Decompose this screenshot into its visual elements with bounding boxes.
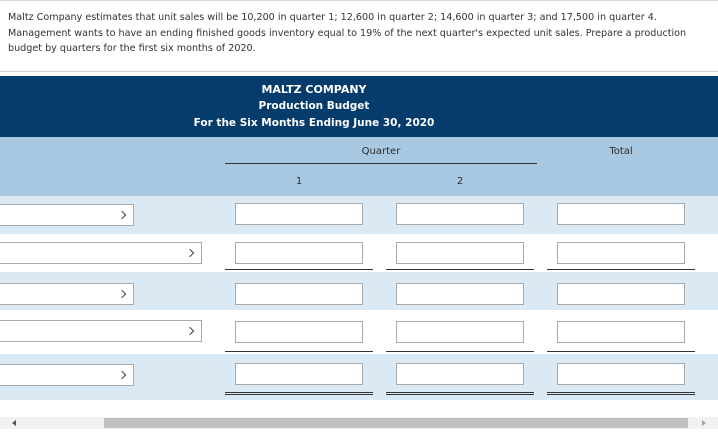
chevron-down-icon xyxy=(118,371,126,379)
scrollbar-thumb[interactable] xyxy=(104,418,688,428)
row-1-q1-input[interactable] xyxy=(235,203,363,225)
row-4-total-input[interactable] xyxy=(557,321,685,343)
row-5-q2-input[interactable] xyxy=(396,363,524,385)
total-double-rule xyxy=(386,392,534,395)
quarter-group-label: Quarter xyxy=(361,146,401,157)
row-5-total-input[interactable] xyxy=(557,363,685,385)
column-quarter-1: 1 xyxy=(295,176,303,187)
chevron-down-icon xyxy=(118,290,126,298)
row-4-q1-input[interactable] xyxy=(235,321,363,343)
company-name: MALTZ COMPANY xyxy=(261,83,367,96)
budget-title: Production Budget xyxy=(258,100,370,112)
row-3-label-select[interactable] xyxy=(0,283,134,305)
subtotal-rule xyxy=(547,351,695,352)
row-1-label-select[interactable] xyxy=(0,204,134,226)
problem-divider xyxy=(0,71,718,72)
subtotal-rule xyxy=(386,351,534,352)
chevron-down-icon xyxy=(186,249,194,257)
total-double-rule xyxy=(547,392,695,395)
row-3-q2-input[interactable] xyxy=(396,283,524,305)
chevron-down-icon xyxy=(118,211,126,219)
subtotal-rule xyxy=(225,351,373,352)
row-2-label-select[interactable] xyxy=(0,242,202,264)
problem-statement: Maltz Company estimates that unit sales will be 10,200 in quarter 1; 12,600 in quarter 2; 14,600 in quarter 3; and 17,500 in quarter 4. Management wants to have an ending finished goods inventory equal to 19% of the next quarter's expected unit sales. Prepare a production budget by quarters for the first six months of 2020. xyxy=(8,12,687,54)
row-5-q1-input[interactable] xyxy=(235,363,363,385)
budget-period: For the Six Months Ending June 30, 2020 xyxy=(193,117,435,129)
subtotal-rule xyxy=(547,269,695,270)
row-1-total-input[interactable] xyxy=(557,203,685,225)
row-3-q1-input[interactable] xyxy=(235,283,363,305)
top-divider xyxy=(0,0,718,1)
row-2-total-input[interactable] xyxy=(557,242,685,264)
scroll-right-arrow-icon[interactable] xyxy=(702,420,706,426)
chevron-down-icon xyxy=(186,327,194,335)
row-4-q2-input[interactable] xyxy=(396,321,524,343)
total-double-rule xyxy=(225,392,373,395)
row-5-label-select[interactable] xyxy=(0,364,134,386)
row-2-q1-input[interactable] xyxy=(235,242,363,264)
subtotal-rule xyxy=(225,269,373,270)
quarter-group-rule xyxy=(225,163,537,164)
row-3-total-input[interactable] xyxy=(557,283,685,305)
scroll-left-arrow-icon[interactable] xyxy=(12,420,16,426)
column-total: Total xyxy=(609,146,633,157)
row-4-label-select[interactable] xyxy=(0,320,202,342)
row-2-q2-input[interactable] xyxy=(396,242,524,264)
row-1-q2-input[interactable] xyxy=(396,203,524,225)
column-quarter-2: 2 xyxy=(456,176,464,187)
subtotal-rule xyxy=(386,269,534,270)
